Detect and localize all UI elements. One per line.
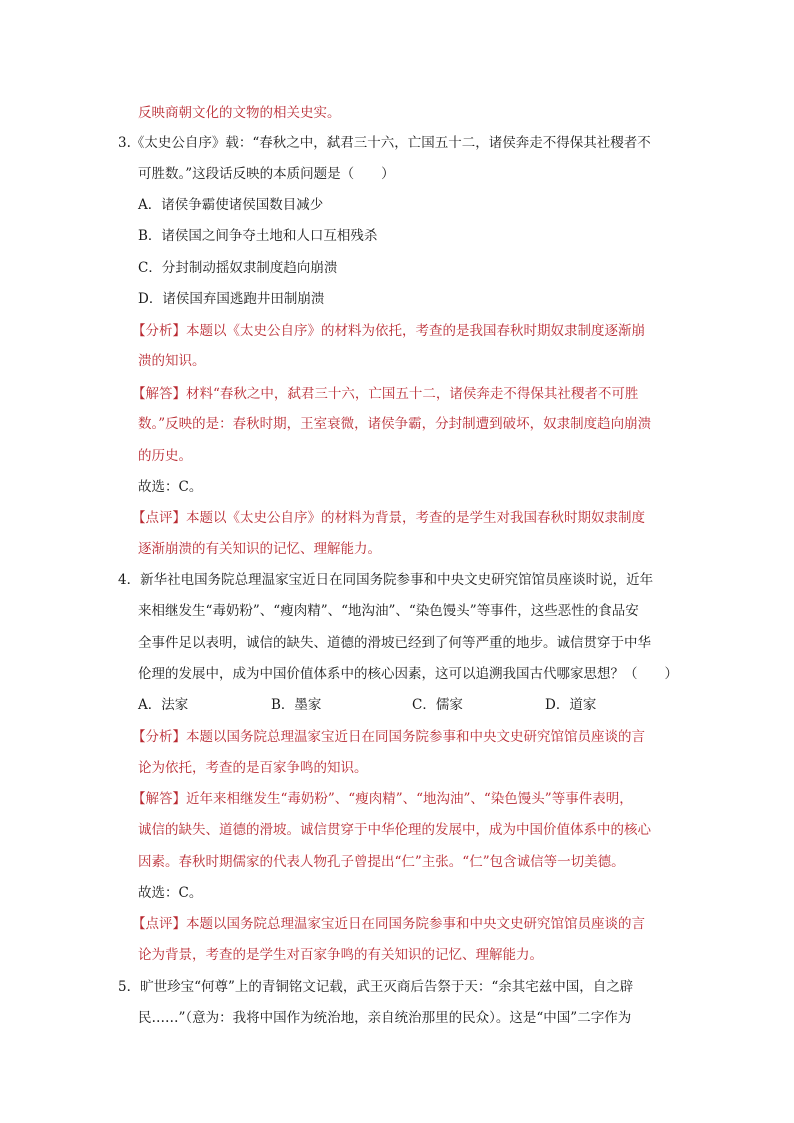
q3-stem-line-2: 可胜数。”这段话反映的本质问题是（ ） [138, 166, 395, 182]
answer-text: 材料“春秋之中，弑君三十六，亡国五十二，诸侯奔走不得保其社稷者不可胜 [186, 386, 639, 402]
q5-stem-line-1: 5．旷世珍宝“何尊”上的青铜铭文记载，武王灭商后告祭于天：“余其宅兹中国，自之辟 [118, 979, 634, 995]
q3-answer-line-3: 的历史。 [138, 448, 192, 464]
analysis-text: 本题以《太史公自序》的材料为依托，考查的是我国春秋时期奴隶制度逐渐崩 [186, 323, 645, 339]
q4-comment-line-2: 论为背景，考查的是学生对百家争鸣的有关知识的记忆、理解能力。 [138, 947, 543, 963]
q4-stem-line-3: 全事件足以表明，诚信的缺失、道德的滑坡已经到了何等严重的地步。诚信贯穿于中华 [138, 635, 651, 651]
q3-stem-line-1: 3.《太史公自序》载：“春秋之中，弑君三十六，亡国五十二，诸侯奔走不得保其社稷者不 [118, 135, 651, 151]
q3-comment [132, 508, 645, 528]
q3-analysis [132, 321, 645, 341]
analysis-tag: 【分析】 [132, 729, 186, 745]
q4-option-c: C．儒家 [412, 697, 463, 713]
q3-choice: 故选：C。 [138, 479, 203, 495]
q3-answer [132, 384, 638, 404]
q3-option-d: D．诸侯国弃国逃跑井田制崩溃 [138, 291, 325, 307]
answer-tag: 【解答】 [132, 791, 186, 807]
answer-tag: 【解答】 [132, 386, 186, 402]
q4-analysis [132, 727, 645, 747]
q3-comment-line-2: 逐渐崩溃的有关知识的记忆、理解能力。 [138, 541, 381, 557]
answer-text: 近年来相继发生“毒奶粉”、“瘦肉精”、“地沟油”、“染色馒头”等事件表明， [186, 791, 633, 807]
q4-answer-line-3: 因素。春秋时期儒家的代表人物孔子曾提出“仁”主张。“仁”包含诚信等一切美德。 [138, 854, 625, 870]
comment-text: 本题以国务院总理温家宝近日在同国务院参事和中央文史研究馆馆员座谈的言 [186, 916, 645, 932]
q4-answer-line-2: 诚信的缺失、道德的滑坡。诚信贯穿于中华伦理的发展中，成为中国价值体系中的核心 [138, 822, 651, 838]
analysis-tag: 【分析】 [132, 323, 186, 339]
q4-stem-line-1: 4．新华社电国务院总理温家宝近日在同国务院参事和中央文史研究馆馆员座谈时说，近年 [118, 572, 654, 588]
q4-stem-line-2: 来相继发生“毒奶粉”、“瘦肉精”、“地沟油”、“染色馒头”等事件，这些恶性的食品安 [138, 603, 639, 619]
q4-option-a: A．法家 [138, 697, 189, 713]
comment-text: 本题以《太史公自序》的材料为背景，考查的是学生对我国春秋时期奴隶制度 [186, 510, 645, 526]
q2-tail-text: 反映商朝文化的文物的相关史实。 [138, 105, 341, 121]
q4-option-d: D．道家 [545, 697, 597, 713]
q4-comment [132, 914, 645, 934]
q4-stem-line-4: 伦理的发展中，成为中国价值体系中的核心因素，这可以追溯我国古代哪家思想？（ ） [138, 666, 678, 682]
q5-stem-line-2: 民……”（意为：我将中国作为统治地，亲自统治那里的民众）。这是“中国”二字作为 [138, 1010, 632, 1026]
q3-option-a: A．诸侯争霸使诸侯国数目减少 [138, 197, 324, 213]
q4-analysis-line-2: 论为依托，考查的是百家争鸣的知识。 [138, 760, 368, 776]
q4-answer [132, 789, 633, 809]
q4-option-b: B．墨家 [271, 697, 322, 713]
comment-tag: 【点评】 [132, 916, 186, 932]
comment-tag: 【点评】 [132, 510, 186, 526]
q3-option-c: C．分封制动摇奴隶制度趋向崩溃 [138, 260, 338, 276]
q4-choice: 故选：C。 [138, 885, 203, 901]
q3-answer-line-2: 数。”反映的是：春秋时期，王室衰微，诸侯争霸，分封制遭到破坏，奴隶制度趋向崩溃 [138, 416, 652, 432]
q3-option-b: B．诸侯国之间争夺土地和人口互相残杀 [138, 228, 378, 244]
q3-analysis-line-2: 溃的知识。 [138, 353, 206, 369]
analysis-text: 本题以国务院总理温家宝近日在同国务院参事和中央文史研究馆馆员座谈的言 [186, 729, 645, 745]
